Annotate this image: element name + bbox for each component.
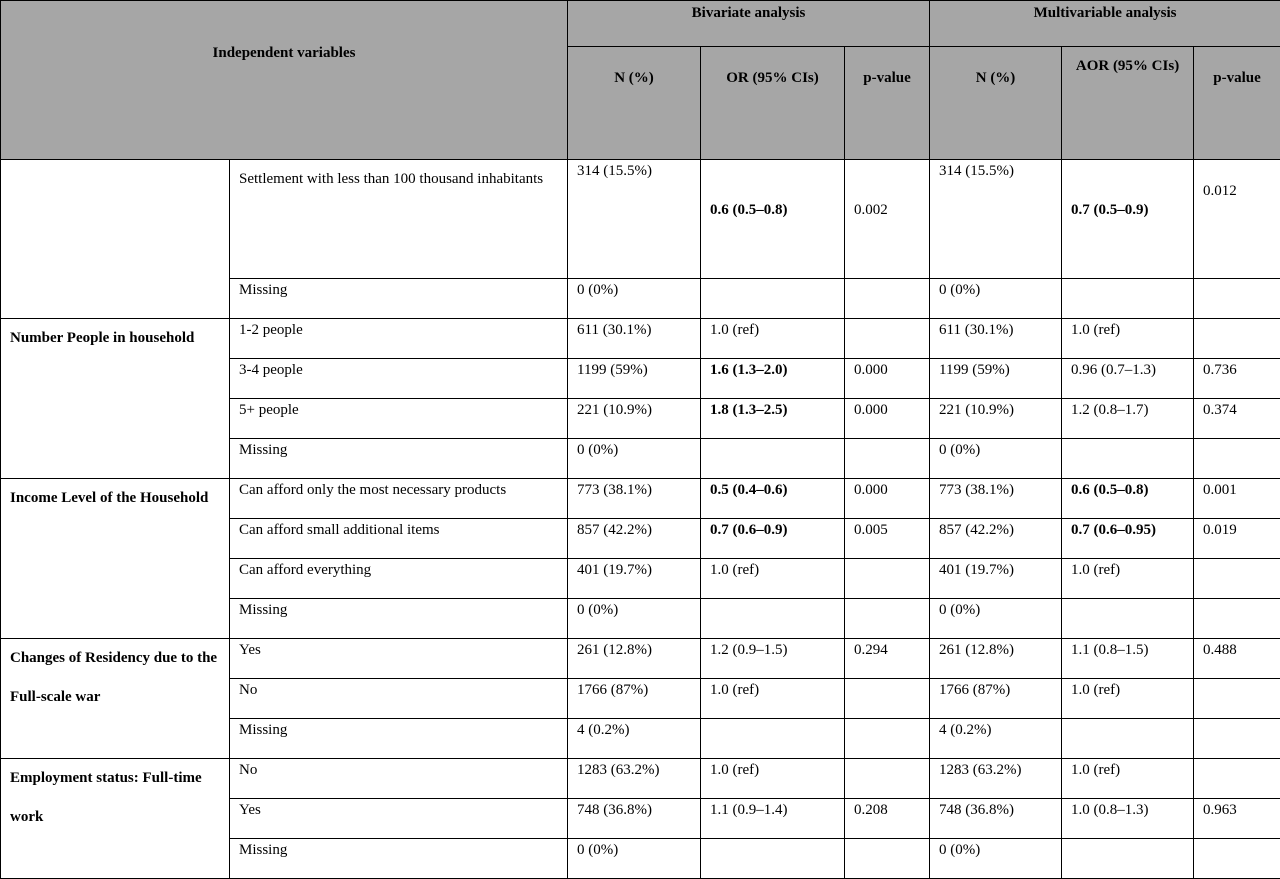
header-aor: AOR (95% CIs): [1062, 46, 1194, 159]
p2-value: 0.019: [1194, 519, 1280, 559]
n-value: 0 (0%): [568, 599, 701, 639]
table-row: [1, 319, 1280, 359]
p-value: 0.005: [845, 519, 930, 559]
category-label: Missing: [230, 599, 568, 639]
category-label: Missing: [230, 839, 568, 879]
or-value: 0.5 (0.4–0.6): [701, 479, 845, 519]
category-label: Can afford only the most necessary products: [230, 479, 568, 519]
category-label: Settlement with less than 100 thousand inhabitants: [230, 160, 568, 279]
p-value: 0.294: [845, 639, 930, 679]
variable-residency: Changes of Residency due to the Full-scale war: [1, 639, 230, 759]
p2-value: 0.012: [1194, 160, 1280, 279]
table-row: [1, 639, 1280, 679]
table-row: [1, 160, 1280, 279]
header-or: OR (95% CIs): [701, 46, 845, 159]
n2-value: 1766 (87%): [930, 679, 1062, 719]
variable-cell-settlement: [1, 160, 230, 319]
category-label: Missing: [230, 279, 568, 319]
aor-value: 1.0 (0.8–1.3): [1062, 799, 1194, 839]
category-label: Missing: [230, 719, 568, 759]
p-value: 0.000: [845, 479, 930, 519]
or-value: 1.6 (1.3–2.0): [701, 359, 845, 399]
variable-household: Number People in household: [1, 319, 230, 479]
n2-value: 611 (30.1%): [930, 319, 1062, 359]
n2-value: 0 (0%): [930, 839, 1062, 879]
or-value: 1.0 (ref): [701, 759, 845, 799]
n-value: 611 (30.1%): [568, 319, 701, 359]
p2-value: 0.374: [1194, 399, 1280, 439]
aor-value: 1.1 (0.8–1.5): [1062, 639, 1194, 679]
n-value: 857 (42.2%): [568, 519, 701, 559]
category-label: Can afford everything: [230, 559, 568, 599]
header-p-multivariable: p-value: [1194, 46, 1280, 159]
category-label: Missing: [230, 439, 568, 479]
header-independent-variables: Independent variables: [1, 1, 568, 160]
aor-value: 0.7 (0.6–0.95): [1062, 519, 1194, 559]
n-value: 314 (15.5%): [568, 160, 701, 279]
category-label: No: [230, 759, 568, 799]
n-value: 0 (0%): [568, 839, 701, 879]
or-value: 1.2 (0.9–1.5): [701, 639, 845, 679]
variable-income: Income Level of the Household: [1, 479, 230, 639]
or-value: 1.1 (0.9–1.4): [701, 799, 845, 839]
p-value: 0.000: [845, 359, 930, 399]
n2-value: 748 (36.8%): [930, 799, 1062, 839]
p2-value: 0.488: [1194, 639, 1280, 679]
p2-value: 0.963: [1194, 799, 1280, 839]
n2-value: 314 (15.5%): [930, 160, 1062, 279]
aor-value: 0.6 (0.5–0.8): [1062, 479, 1194, 519]
p-value: 0.208: [845, 799, 930, 839]
table-row: [1, 479, 1280, 519]
category-label: Yes: [230, 639, 568, 679]
aor-value: 0.7 (0.5–0.9): [1062, 160, 1194, 279]
n-value: 748 (36.8%): [568, 799, 701, 839]
n2-value: 857 (42.2%): [930, 519, 1062, 559]
or-value: 1.0 (ref): [701, 319, 845, 359]
n2-value: 0 (0%): [930, 599, 1062, 639]
n2-value: 1199 (59%): [930, 359, 1062, 399]
category-label: 1-2 people: [230, 319, 568, 359]
aor-value: 1.0 (ref): [1062, 679, 1194, 719]
n2-value: 0 (0%): [930, 439, 1062, 479]
or-value: 1.0 (ref): [701, 559, 845, 599]
p-value: 0.000: [845, 399, 930, 439]
category-label: Can afford small additional items: [230, 519, 568, 559]
header-n-bivariate: N (%): [568, 46, 701, 159]
n-value: 1766 (87%): [568, 679, 701, 719]
or-value: 1.0 (ref): [701, 679, 845, 719]
n-value: 4 (0.2%): [568, 719, 701, 759]
n2-value: 401 (19.7%): [930, 559, 1062, 599]
n2-value: 261 (12.8%): [930, 639, 1062, 679]
header-n-multivariable: N (%): [930, 46, 1062, 159]
n-value: 401 (19.7%): [568, 559, 701, 599]
n-value: 1283 (63.2%): [568, 759, 701, 799]
n2-value: 4 (0.2%): [930, 719, 1062, 759]
aor-value: 1.0 (ref): [1062, 319, 1194, 359]
n-value: 261 (12.8%): [568, 639, 701, 679]
header-bivariate-analysis: Bivariate analysis: [568, 1, 930, 47]
or-value: 1.8 (1.3–2.5): [701, 399, 845, 439]
aor-value: 1.0 (ref): [1062, 559, 1194, 599]
p-value: 0.002: [845, 160, 930, 279]
category-label: Yes: [230, 799, 568, 839]
n2-value: 773 (38.1%): [930, 479, 1062, 519]
n-value: 0 (0%): [568, 279, 701, 319]
aor-value: 1.0 (ref): [1062, 759, 1194, 799]
aor-value: 1.2 (0.8–1.7): [1062, 399, 1194, 439]
category-label: 5+ people: [230, 399, 568, 439]
or-value: 0.7 (0.6–0.9): [701, 519, 845, 559]
n-value: 773 (38.1%): [568, 479, 701, 519]
n-value: 221 (10.9%): [568, 399, 701, 439]
header-p-bivariate: p-value: [845, 46, 930, 159]
table-row: [1, 759, 1280, 799]
p2-value: 0.001: [1194, 479, 1280, 519]
variable-employment: Employment status: Full-time work: [1, 759, 230, 879]
n-value: 0 (0%): [568, 439, 701, 479]
n-value: 1199 (59%): [568, 359, 701, 399]
n2-value: 1283 (63.2%): [930, 759, 1062, 799]
n2-value: 221 (10.9%): [930, 399, 1062, 439]
or-value: 0.6 (0.5–0.8): [701, 160, 845, 279]
category-label: No: [230, 679, 568, 719]
category-label: 3-4 people: [230, 359, 568, 399]
header-multivariable-analysis: Multivariable analysis: [930, 1, 1280, 47]
n2-value: 0 (0%): [930, 279, 1062, 319]
p2-value: 0.736: [1194, 359, 1280, 399]
aor-value: 0.96 (0.7–1.3): [1062, 359, 1194, 399]
